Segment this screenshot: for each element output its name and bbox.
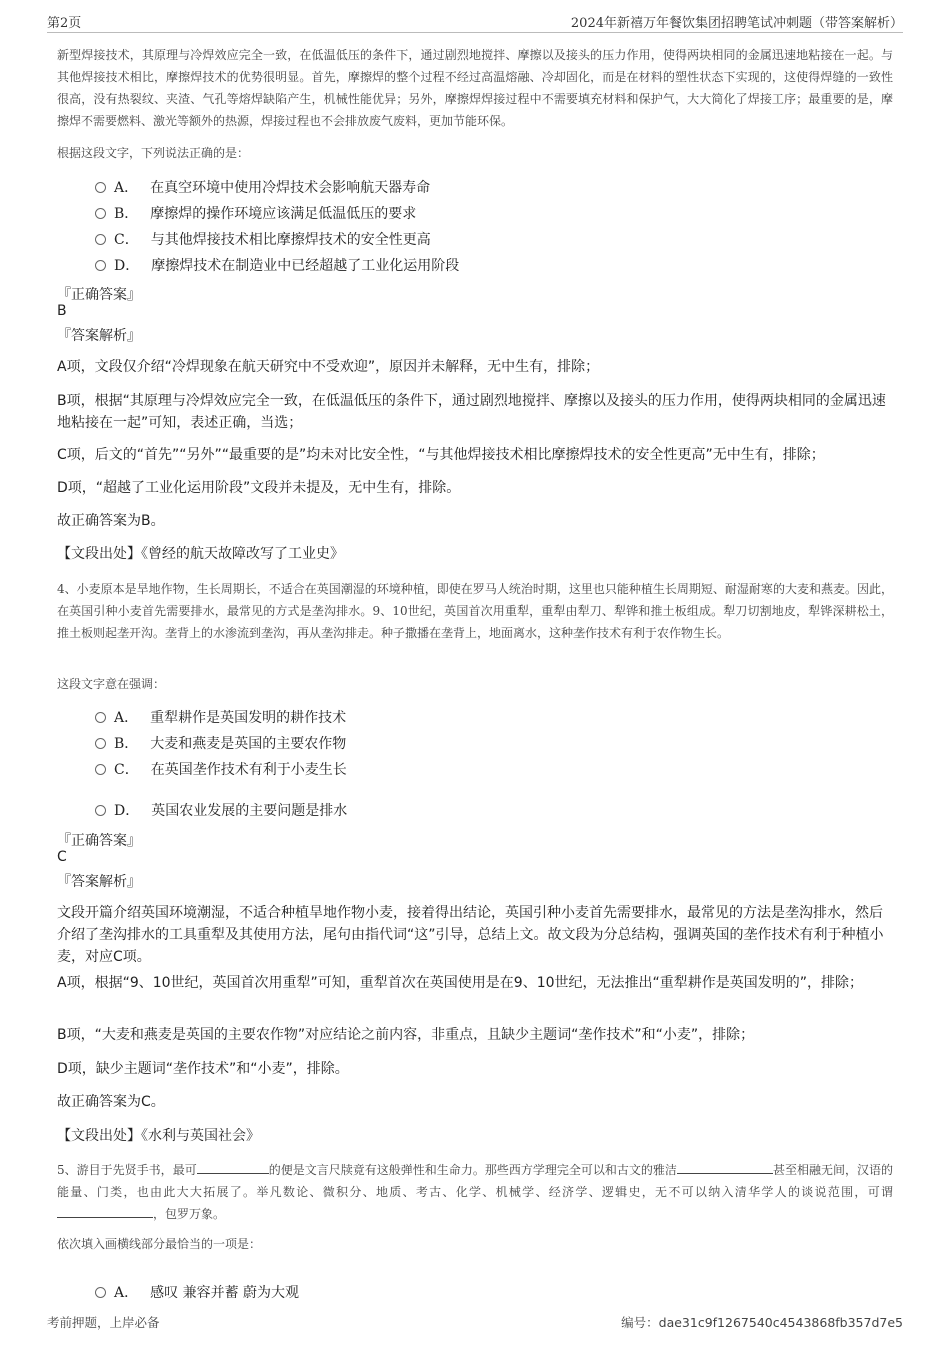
q3-conclusion: 故正确答案为B。 xyxy=(57,513,165,529)
q3-option-d[interactable]: D． 摩擦焊技术在制造业中已经超越了工业化运用阶段 xyxy=(95,255,459,277)
q4-option-b[interactable]: B． 大麦和燕麦是英国的主要农作物 xyxy=(95,733,346,755)
radio-icon[interactable] xyxy=(95,764,106,775)
q3-analysis-d: D项，“超越了工业化运用阶段”文段并未提及，无中生有，排除。 xyxy=(57,480,461,496)
fill-blank-1[interactable] xyxy=(197,1161,269,1174)
q4-answer: C xyxy=(57,849,67,865)
q3-analysis-c: C项，后文的“首先”“另外”“最重要的是”均未对比安全性，“与其他焊接技术相比摩擦焊技术的安全性更高”无中生有，排除； xyxy=(57,447,825,463)
q4-analysis-summary: 文段开篇介绍英国环境潮湿，不适合种植旱地作物小麦，接着得出结论，英国引种小麦首先需要排水，最常见的方法是垄沟排水，然后介绍了垄沟排水的工具重犁及其使用方法，尾句由指代词“这”引导，总结上文。故文段为分总结构，强调英国的垄作技术有利于种植小麦，对应C项。 xyxy=(57,905,884,965)
fill-blank-2[interactable] xyxy=(677,1161,773,1174)
q4-answer-label: 『正确答案』 xyxy=(57,833,141,849)
radio-icon[interactable] xyxy=(95,1287,106,1298)
radio-icon[interactable] xyxy=(95,805,106,816)
q4-conclusion: 故正确答案为C。 xyxy=(57,1094,165,1110)
page-number: 第2页 xyxy=(47,16,82,31)
q5-option-a[interactable]: A． 感叹 兼容并蓄 蔚为大观 xyxy=(95,1282,299,1304)
q3-analysis-a: A项，文段仅介绍“冷焊现象在航天研究中不受欢迎”，原因并未解释，无中生有，排除； xyxy=(57,359,600,375)
q4-option-d[interactable]: D． 英国农业发展的主要问题是排水 xyxy=(95,800,347,822)
q4-option-c[interactable]: C． 在英国垄作技术有利于小麦生长 xyxy=(95,759,347,781)
q5-prompt: 依次填入画横线部分最恰当的一项是： xyxy=(57,1237,262,1251)
page-header xyxy=(47,8,903,33)
q3-passage: 新型焊接技术，其原理与冷焊效应完全一致，在低温低压的条件下，通过剧烈地搅拌、摩擦以及接头的压力作用，使得两块相同的金属迅速地粘接在一起。与其他焊接技术相比，摩擦焊技术的优势很明显。首先，摩擦焊的整个过程不经过高温熔融、冷却固化，而是在材料的塑性状态下实现的，这使得焊缝的一致性很高，没有热裂纹、夹渣、气孔等熔焊缺陷产生，机械性能优异；另外，摩擦焊焊接过程中不需要填充材料和保护气，大大简化了焊接工序；最重要的是，摩擦焊不需要燃料、激光等额外的热源，焊接过程也不会排放废气废料，更加节能环保。 xyxy=(57,48,893,128)
q3-option-a[interactable]: A． 在真空环境中使用冷焊技术会影响航天器寿命 xyxy=(95,177,430,199)
q4-source: 【文段出处】《水利与英国社会》 xyxy=(57,1128,260,1144)
q4-analysis-b: B项，“大麦和燕麦是英国的主要农作物”对应结论之前内容，非重点，且缺少主题词“垄作技术”和“小麦”，排除； xyxy=(57,1027,755,1043)
q4-passage: 4、小麦原本是旱地作物，生长周期长，不适合在英国潮湿的环境种植，即使在罗马人统治时期，这里也只能种植生长周期短、耐湿耐寒的大麦和燕麦。因此，在英国引种小麦首先需要排水，最常见的方式是垄沟排水。9、10世纪，英国首次用重犁，重犁由犁刀、犁铧和推土板组成。犁刀切割地皮，犁铧深耕松土，推土板则起垄开沟。垄背上的水渗流到垄沟，再从垄沟排走。种子撒播在垄背上，地面离水，这种垄作技术有利于农作物生长。 xyxy=(57,582,893,640)
q3-analysis-b: B项，根据“其原理与冷焊效应完全一致，在低温低压的条件下，通过剧烈地搅拌、摩擦以及接头的压力作用，使得两块相同的金属迅速地粘接在一起”可知，表述正确，当选； xyxy=(57,393,886,431)
q3-answer-label: 『正确答案』 xyxy=(57,287,141,303)
q3-analysis-label: 『答案解析』 xyxy=(57,328,141,344)
radio-icon[interactable] xyxy=(95,182,106,193)
footer-slogan: 考前押题，上岸必备 xyxy=(47,1315,160,1330)
q4-analysis-label: 『答案解析』 xyxy=(57,874,141,890)
q3-option-b[interactable]: B． 摩擦焊的操作环境应该满足低温低压的要求 xyxy=(95,203,416,225)
document-id: 编号：dae31c9f1267540c4543868fb357d7e5 xyxy=(621,1315,903,1330)
q3-option-c[interactable]: C． 与其他焊接技术相比摩擦焊技术的安全性更高 xyxy=(95,229,431,251)
fill-blank-3[interactable] xyxy=(57,1205,153,1218)
radio-icon[interactable] xyxy=(95,260,106,271)
q4-analysis-d: D项，缺少主题词“垄作技术”和“小麦”，排除。 xyxy=(57,1061,349,1077)
document-title: 2024年新禧万年餐饮集团招聘笔试冲刺题（带答案解析） xyxy=(570,16,903,31)
q3-answer: B xyxy=(57,303,67,319)
q3-source: 【文段出处】《曾经的航天故障改写了工业史》 xyxy=(57,546,344,562)
q4-prompt: 这段文字意在强调： xyxy=(57,677,166,691)
radio-icon[interactable] xyxy=(95,712,106,723)
radio-icon[interactable] xyxy=(95,208,106,219)
q4-analysis-a: A项，根据“9、10世纪，英国首次用重犁”可知，重犁首次在英国使用是在9、10世纪，无法推出“重犁耕作是英国发明的”，排除； xyxy=(57,975,864,991)
q5-passage: 5、游目于先贤手书，最可 的便是文言尺牍竟有这般弹性和生命力。那些西方学理完全可以和古文的雅洁 甚至相融无间，汉语的能量、门类，也由此大大拓展了。举凡数论、微积分、地质、考古、化学、机械学、经济学、逻辑史，无不可以纳入清华学人的谈说范围，可谓，包罗万象。 xyxy=(57,1163,893,1221)
radio-icon[interactable] xyxy=(95,738,106,749)
q3-prompt: 根据这段文字，下列说法正确的是： xyxy=(57,146,250,160)
radio-icon[interactable] xyxy=(95,234,106,245)
q4-option-a[interactable]: A． 重犁耕作是英国发明的耕作技术 xyxy=(95,707,346,729)
